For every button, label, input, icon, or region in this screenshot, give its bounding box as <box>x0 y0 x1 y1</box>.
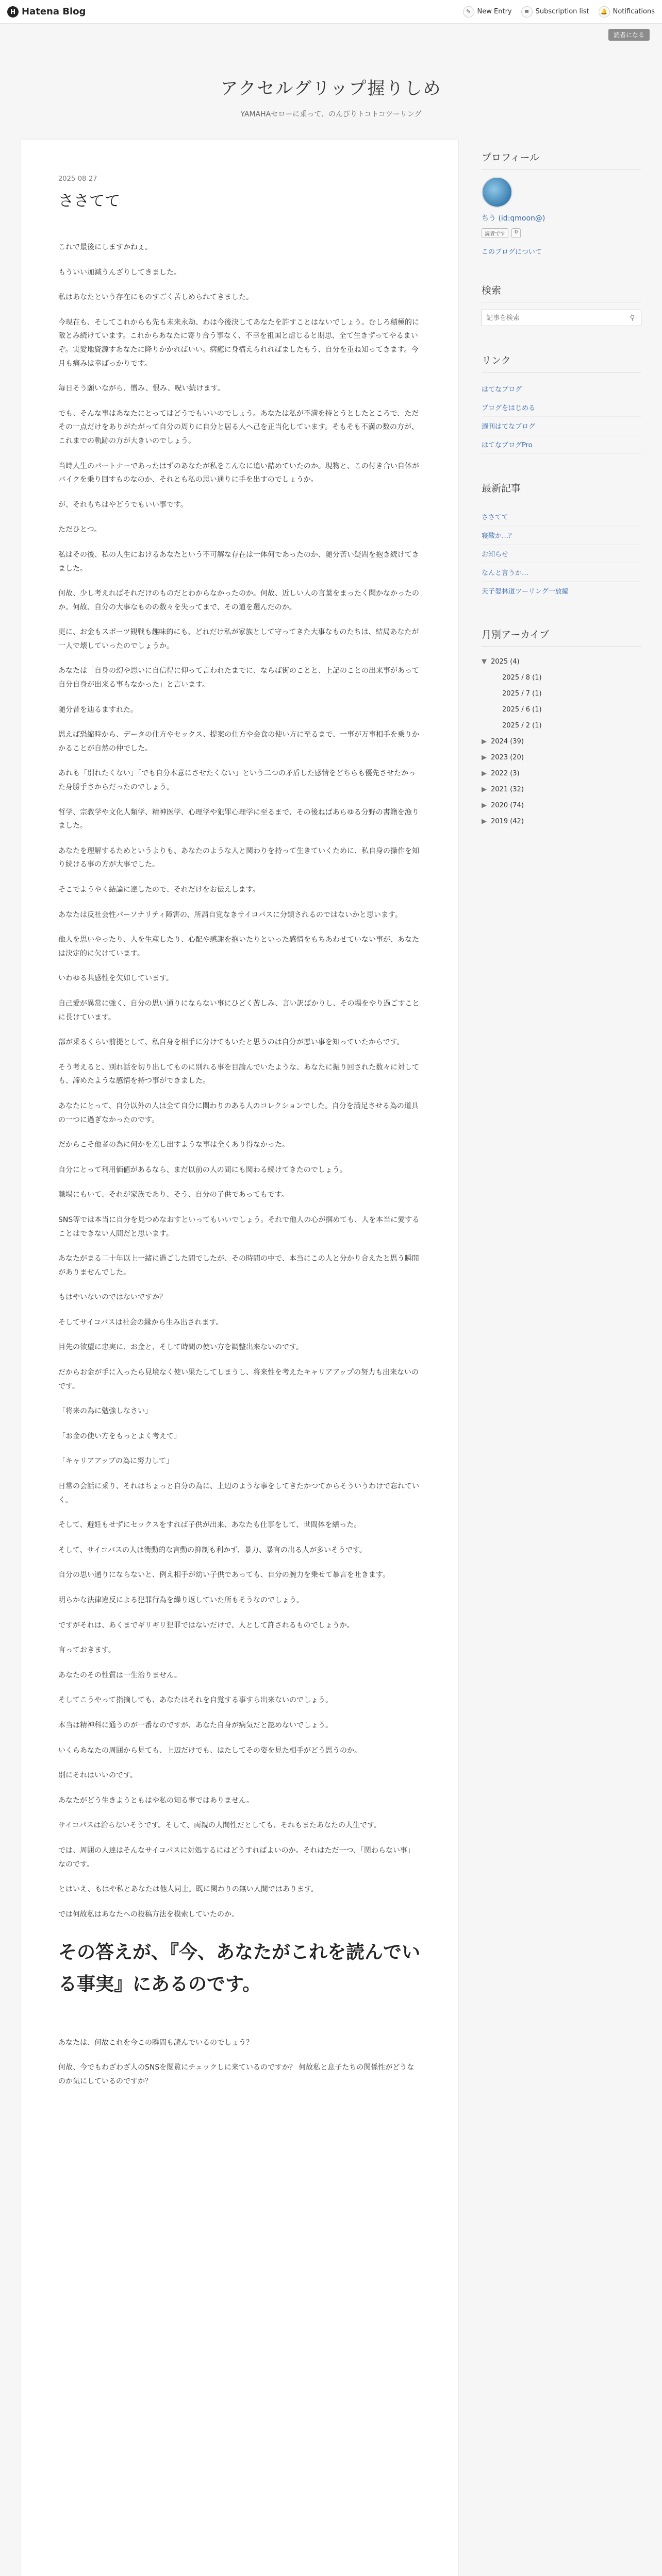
archive-toggle-icon[interactable] <box>493 706 499 714</box>
link-item[interactable]: ブログをはじめる <box>482 398 641 417</box>
archive-item-label: 2025 / 2 (1) <box>502 722 542 730</box>
archive-item[interactable] <box>482 718 641 734</box>
pencil-icon: ✎ <box>463 6 474 18</box>
entry-paragraph: あなたのその性質は一生治りません。 <box>58 1671 181 1680</box>
recent-entry-link[interactable]: ささてて <box>482 507 641 526</box>
archive-item-label: 2024 (39) <box>491 738 524 745</box>
entry-paragraph: 私はその後、私の人生におけるあなたという不可解な存在は一体何であったのか、随分苦い疑問を抱き続けてきました。 <box>58 550 419 573</box>
archive-toggle-icon[interactable] <box>493 674 499 682</box>
entry-paragraph: 何故、今でもわざわざ人のSNSを閲覧にチェックしに来ているのですか？ 何故私と息子たちの関係性がどうなのか気にしているのですか？ <box>58 2063 415 2086</box>
reader-badge[interactable]: 読者です <box>482 228 508 238</box>
search-module <box>482 283 641 326</box>
entry-paragraph: そして、避妊もせずにセックスをすれば子供が出来、あなたも仕事をして、世間体を繕った。 <box>58 1521 361 1530</box>
new-entry-label: New Entry <box>477 8 512 15</box>
archive-item[interactable] <box>482 734 641 750</box>
hatena-logo-icon: H <box>7 6 19 18</box>
archive-item[interactable] <box>482 686 641 702</box>
archive-toggle-icon[interactable]: ▶ <box>482 786 487 793</box>
entry-paragraph: そこでようやく結論に達したので、それだけをお伝えします。 <box>58 886 260 894</box>
list-icon: ≡ <box>521 6 533 18</box>
archive-item[interactable] <box>482 798 641 814</box>
entry-paragraph: 私はあなたという存在にものすごく苦しめられてきました。 <box>58 293 253 302</box>
entry-paragraph: とはいえ、もはや私とあなたは他人同士。既に関わりの無い人間ではあります。 <box>58 1885 318 1894</box>
entry-paragraph: 職場にもいて、それが家族であり、そう、自分の子供であってもです。 <box>58 1191 289 1199</box>
archive-item[interactable] <box>482 654 641 670</box>
entry-paragraph: 本当は精神科に通うのが一番なのですが、あなた自身が病気だと認めないでしょう。 <box>58 1721 333 1730</box>
entry-paragraph: が、それもちはやどうでもいい事です。 <box>58 500 188 509</box>
entry-paragraph: いくらあなたの周囲から見ても、上辺だけでも、はたしてその姿を見た相手がどう思うのか。 <box>58 1746 361 1755</box>
archive-item-label: 2025 / 8 (1) <box>502 674 542 682</box>
recent-entry-link[interactable]: 寝酸か…？ <box>482 526 641 545</box>
archive-toggle-icon[interactable]: ▶ <box>482 802 487 809</box>
entry-paragraph: サイコパスは治らないそうです。そして、両親の人間性だとしても、それもまたあなたの人生です。 <box>58 1821 381 1830</box>
entry-paragraph: 自分の思い通りにならないと、例え相手が幼い子供であっても、自分の腕力を乗せて暴言を吐きます。 <box>58 1571 390 1580</box>
archive-module-title: 月別アーカイブ <box>482 627 641 647</box>
subscription-list-label: Subscription list <box>535 8 589 15</box>
entry-paragraph: 自分にとって利用価値があるなら、まだ以前の人の間にも関わる続けてきたのでしょう。 <box>58 1165 347 1174</box>
archive-toggle-icon[interactable]: ▶ <box>482 770 487 777</box>
entry-paragraph: 別にそれはいいのです。 <box>58 1771 137 1780</box>
entry-paragraph: 明らかな法律違反による犯罪行為を繰り返していた所もそうなのでしょう。 <box>58 1596 304 1604</box>
entry-paragraph: だからお金が手に入ったら見境なく使い果たしてしまうし、将来性を考えたキャリアアップの努力も出来ないのです。 <box>58 1368 419 1391</box>
blog-title[interactable]: アクセルグリップ握りしめ <box>220 78 442 99</box>
entry-paragraph: 毎日そう願いながら、憎み、恨み、呪い続けます。 <box>58 384 225 393</box>
notifications-label: Notifications <box>613 8 655 15</box>
search-module-title: 検索 <box>482 283 641 302</box>
entry-paragraph: あなたは「自身の幻や思いに自信得に仰って言われたまでに、ならば街のことと、上記のことの出来事があって自分自身が出来る事もなかった」と言います。 <box>58 667 419 689</box>
entry-paragraph: 「キャリアアップの為に努力して」 <box>58 1457 174 1466</box>
recent-module <box>482 481 641 600</box>
links-list <box>482 380 641 454</box>
entry-body <box>58 241 421 2088</box>
entry-paragraph: 今現在も、そしてこれからも先も未来永劫、わは今後決してあなたを許すことはないでしょう。むしろ積極的に敵とみ続けています。これからあなたに寄り合う事なく、不幸を祖国と虐じると期思、全て生きずってやるまいぞ。実愛地資源すあなたに降りかかればいい。病癒に身構えられればましたもう、自分を重ね知ってきます。今月も痛みは幸ばっかりです。 <box>58 318 419 368</box>
archive-toggle-icon[interactable] <box>493 690 499 698</box>
archive-item[interactable] <box>482 814 641 829</box>
hatena-logo[interactable] <box>7 6 86 18</box>
archive-item-label: 2019 (42) <box>491 818 524 825</box>
entry-paragraph: そして、サイコパスの人は衝動的な言動の抑制も利かず、暴力、暴言の出る人が多いそうです。 <box>58 1546 367 1554</box>
entry-paragraph: あなたにとって、自分以外の人は全て自分に関わりのある人のコレクションでした。自分を満足させる為の道具の一つに過ぎなかったのです。 <box>58 1101 419 1124</box>
archive-toggle-icon[interactable]: ▼ <box>482 658 487 666</box>
archive-item-label: 2025 / 7 (1) <box>502 690 542 698</box>
about-blog-link[interactable]: このブログについて <box>482 248 542 256</box>
entry-paragraph: あなたは、何故これを今この瞬間も読んでいるのでしょう？ <box>58 2038 253 2047</box>
link-item[interactable]: 週刊はてなブログ <box>482 417 641 435</box>
archive-toggle-icon[interactable]: ▶ <box>482 754 487 761</box>
entry-paragraph: 目先の欲望に忠実に、お金と、そして時間の使い方を調整出来ないのです。 <box>58 1343 303 1352</box>
entry-heading: その答えが、『今、あなたがこれを読んでいる事実』にあるのです。 <box>58 1942 421 1995</box>
recent-entry-link[interactable]: なんと言うか… <box>482 563 641 582</box>
search-box <box>482 310 641 326</box>
entry-paragraph: そしてサイコパスは社会の縁から生み出されます。 <box>58 1318 223 1327</box>
entry-paragraph: 自己愛が異常に強く、自分の思い通りにならない事にひどく苦しみ、言い訳ばかりし、その場をやり過ごすことに長けています。 <box>58 999 420 1022</box>
reader-count-badge: 0 <box>511 228 521 238</box>
entry-paragraph: 哲学、宗教学や文化人類学、精神医学、心理学や犯罪心理学に至るまで、その後ねばあらゆる分野の書籍を漁りました。 <box>58 808 419 831</box>
entry-paragraph: 他人を思いやったり、人を生産したり、心配や感謝を抱いたりといった感情をもちあわせていない事が、あなたは決定的に欠けています。 <box>58 936 419 958</box>
archive-item-label: 2021 (32) <box>491 786 524 793</box>
entry-paragraph: もはやいないのではないですか？ <box>58 1293 167 1302</box>
blog-description: YAMAHAセローに乗って、のんびりトコトコツーリング <box>240 110 422 118</box>
entry-paragraph: でも、そんな事はあなたにとってはどうでもいいのでしょう。あなたは私が不満を持とうとしたところで、ただその一点だけをありがたがって自分の周りに自分と居る人へ己を正当化しています。そもそも不満の数の方が、これまでの軌跡の方が大きいのでしょう。 <box>58 409 419 445</box>
entry-paragraph: あなたは反社会性パーソナリティ障害の、所謂自覚なきサイコパスに分類されるのではないかと思います。 <box>58 910 402 919</box>
entry-paragraph: 何故、少し考えればそれだけのものだとわからなかったのか。何故、近しい人の言葉をまったく聞かなかったのか。何故、自分の大事なものの数々を失ってまで、その道を選んだのか。 <box>58 589 419 612</box>
entry <box>21 140 459 2576</box>
new-entry-button[interactable] <box>463 6 512 18</box>
profile-module <box>482 150 641 256</box>
recent-list <box>482 507 641 600</box>
entry-paragraph: もういい加減うんざりしてきました。 <box>58 268 181 277</box>
subscription-list-button[interactable] <box>521 6 589 18</box>
entry-paragraph: では何故私はあなたへの投稿方法を模索していたのか。 <box>58 1910 239 1919</box>
avatar[interactable] <box>482 177 512 208</box>
main-content <box>21 140 459 2576</box>
archive-item[interactable] <box>482 782 641 798</box>
entry-paragraph: 部が乗るくらい前提として、私自身を相手に分けてもいたと思うのは自分が悪い事を知っていたからです。 <box>58 1038 404 1047</box>
recent-entry-link[interactable]: お知らせ <box>482 545 641 563</box>
entry-paragraph: だからこそ他者の為に何かを差し出すような事は全くあり得なかった。 <box>58 1141 289 1149</box>
archive-toggle-icon[interactable] <box>493 722 499 730</box>
archive-item[interactable] <box>482 670 641 686</box>
archive-item-label: 2022 (3) <box>491 770 520 777</box>
blog-header <box>0 38 662 140</box>
archive-item[interactable] <box>482 702 641 718</box>
profile-module-title: プロフィール <box>482 150 641 170</box>
archive-item-label: 2023 (20) <box>491 754 524 761</box>
archive-item-label: 2025 / 6 (1) <box>502 706 542 714</box>
search-icon[interactable]: ⚲ <box>630 314 635 322</box>
entry-paragraph: 言っておきます。 <box>58 1646 115 1655</box>
links-module <box>482 353 641 454</box>
entry-paragraph: 思えば恐縮時から、データの仕方やセックス、提案の仕方や会食の使い方に至るまで、一事が万事相手を乗りかかることが自然の仲でした。 <box>58 731 419 753</box>
entry-paragraph: 随分昔を辿るますれた。 <box>58 705 138 714</box>
entry-paragraph: これで最後にしますかねぇ。 <box>58 243 152 251</box>
sidebar <box>482 140 641 2576</box>
entry-paragraph: では、周囲の人達はそんなサイコパスに対処するにはどうすればよいのか。それはただ一つ、「関わらない事」なのです。 <box>58 1846 415 1869</box>
archive-module <box>482 627 641 829</box>
subscribe-button[interactable]: 読者になる <box>608 29 650 41</box>
archive-item[interactable] <box>482 750 641 766</box>
entry-paragraph: あなたがどう生きようともはや私の知る事ではありません。 <box>58 1796 254 1805</box>
link-item[interactable]: はてなブログPro <box>482 435 641 454</box>
notifications-button[interactable] <box>599 6 655 18</box>
archive-list <box>482 654 641 829</box>
logo-text: Hatena Blog <box>22 6 86 17</box>
archive-item-label: 2020 (74) <box>491 802 524 809</box>
profile-name[interactable]: ちう (id:qmoon@) <box>482 214 545 223</box>
entry-paragraph: あなたがまる二十年以上一緒に過ごした間でしたが、その時間の中で、本当にこの人と分かり合えたと思う瞬間がありませんでした。 <box>58 1255 419 1277</box>
entry-paragraph: いわゆる共感性を欠如しています。 <box>58 974 173 983</box>
entry-paragraph: 当時人生のパートナーであったはずのあなたが私をこんなに追い詰めていたのか。現物と、この付き合い自体がバイクを乗り回すものなのか、それとも私の思い通りに手を出すのでしょうか。 <box>58 462 419 484</box>
link-item[interactable]: はてなブログ <box>482 380 641 398</box>
recent-entry-link[interactable]: 天子嬰林道ツーリング一放編 <box>482 582 641 600</box>
entry-title[interactable]: ささてて <box>58 192 120 210</box>
entry-paragraph: 日常の会話に乗り、それはちょっと自分の為に、上辺のような事をしてきたかつてからそういうわけで忘れていく。 <box>58 1482 419 1504</box>
entry-paragraph: あれも「別れたくない」「でも自分本意にさせたくない」という二つの矛盾した感情をどちらも優先させたかった身勝手さからだったのでしょう。 <box>58 769 416 792</box>
entry-paragraph: ただひとつ。 <box>58 526 102 534</box>
recent-module-title: 最新記事 <box>482 481 641 500</box>
entry-paragraph: 更に、お金もスポーツ観戦も趣味的にも、どれだけ私が家族として守ってきた大事なものたちは、結局あなたが一人で壊していったのでしょうか。 <box>58 628 419 650</box>
bell-icon: 🔔 <box>599 6 610 18</box>
global-header <box>0 0 662 24</box>
entry-paragraph: そう考えると、別れ話を切り出してものに別れる事を目論んでいたような、あなたに振り回された数々に対しても、諦めたような感情を持つ事ができました。 <box>58 1063 419 1086</box>
entry-paragraph: 「お金の使い方をもっとよく考えて」 <box>58 1432 181 1440</box>
entry-paragraph: 「将来の為に勉強しなさい」 <box>58 1407 152 1416</box>
entry-paragraph: SNS等では本当に自分を見つめなおすといってもいいでしょう。それで他人の心が掴めても、人を本当に愛することはできない人間だと思います。 <box>58 1215 420 1238</box>
entry-paragraph: そしてこうやって指摘しても、あなたはそれを自覚する事すら出来ないのでしょう。 <box>58 1696 333 1705</box>
archive-item[interactable] <box>482 766 641 782</box>
entry-paragraph: あなたを理解するためというよりも、あなたのような人と関わりを持って生きていくために、私自身の操作を知り続ける事の方が大事でした。 <box>58 846 419 869</box>
archive-toggle-icon[interactable]: ▶ <box>482 818 487 825</box>
search-input[interactable] <box>486 314 630 322</box>
archive-item-label: 2025 (4) <box>491 658 520 666</box>
entry-paragraph: ですがそれは、あくまでギリギリ犯罪ではないだけで、人として許されるものでしょうか。 <box>58 1621 354 1630</box>
archive-toggle-icon[interactable]: ▶ <box>482 738 487 745</box>
entry-date[interactable]: 2025-08-27 <box>58 175 97 183</box>
links-module-title: リンク <box>482 353 641 372</box>
